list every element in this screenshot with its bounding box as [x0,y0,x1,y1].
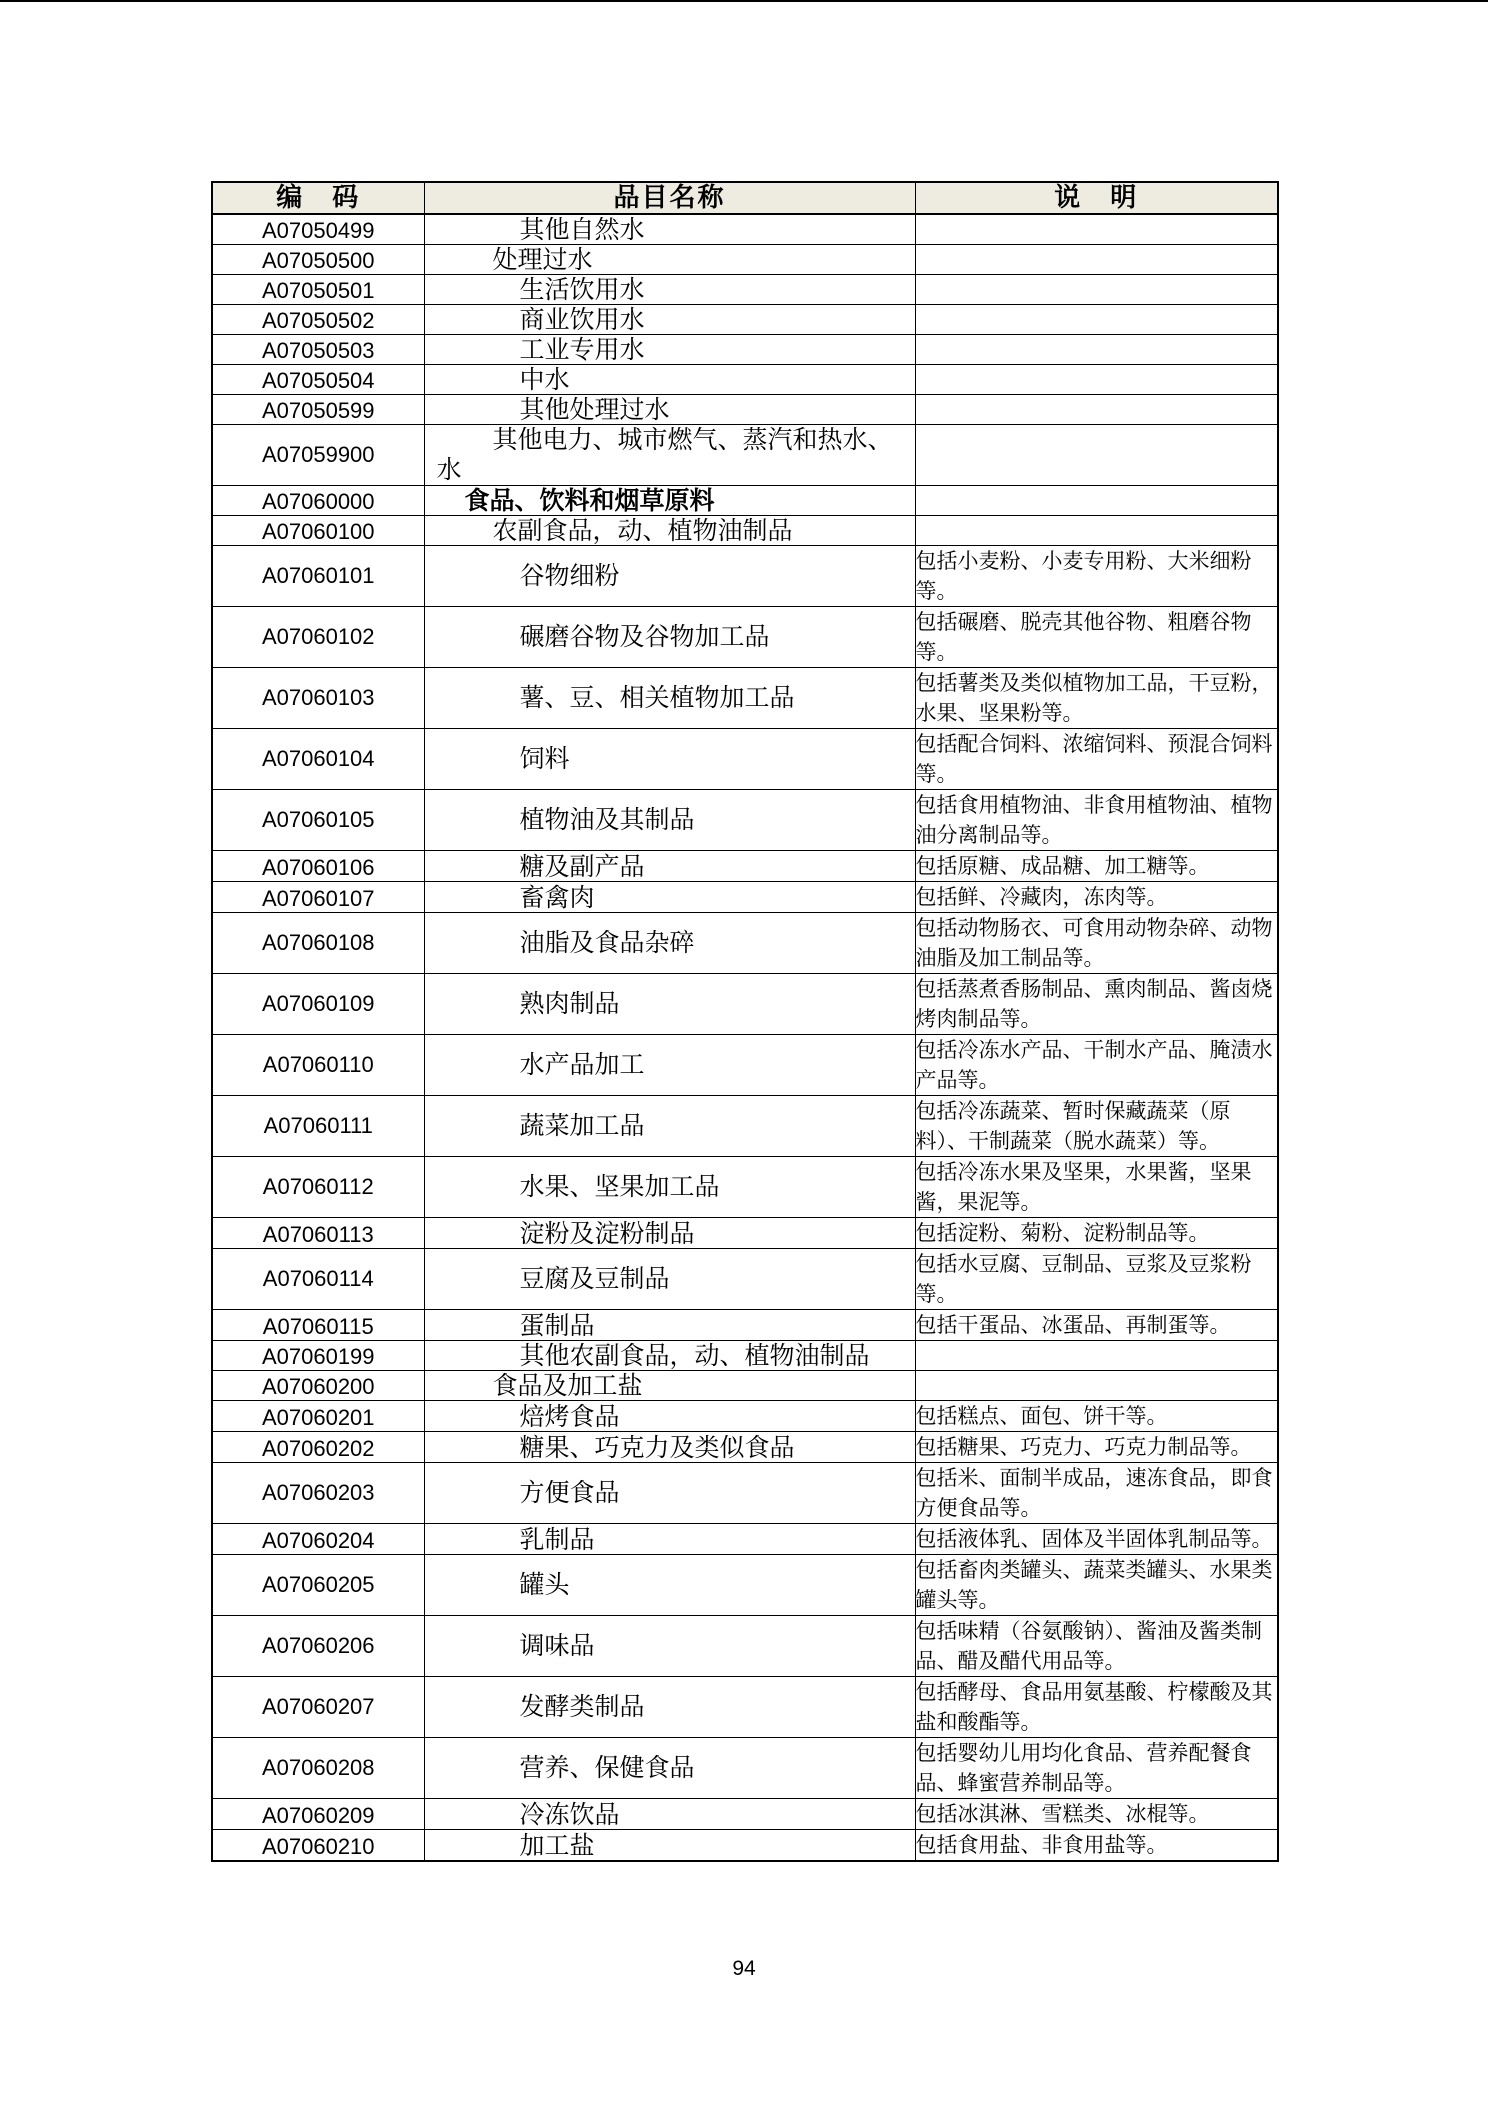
table-row [212,394,1278,424]
item-name: 调味品 [424,1615,915,1676]
item-code: A07060104 [212,728,424,789]
item-name: 熟肉制品 [424,973,915,1034]
table-row [212,1615,1278,1676]
table-row [212,1095,1278,1156]
table-row [212,214,1278,244]
item-code: A07050501 [212,274,424,304]
item-note: 包括碾磨、脱壳其他谷物、粗磨谷物等。 [915,606,1278,667]
item-code: A07060210 [212,1829,424,1861]
item-note: 包括原糖、成品糖、加工糖等。 [915,850,1278,881]
table-row [212,1462,1278,1523]
item-note: 包括冰淇淋、雪糕类、冰棍等。 [915,1798,1278,1829]
item-note: 包括食用盐、非食用盐等。 [915,1829,1278,1861]
item-code: A07060115 [212,1309,424,1340]
table-row [212,850,1278,881]
item-note [915,244,1278,274]
item-code: A07060107 [212,881,424,912]
item-note: 包括畜肉类罐头、蔬菜类罐头、水果类罐头等。 [915,1554,1278,1615]
item-note: 包括食用植物油、非食用植物油、植物油分离制品等。 [915,789,1278,850]
item-name: 方便食品 [424,1462,915,1523]
item-name: 食品、饮料和烟草原料 [424,485,915,515]
item-code: A07060112 [212,1156,424,1217]
item-note: 包括鲜、冷藏肉，冻肉等。 [915,881,1278,912]
item-note: 包括液体乳、固体及半固体乳制品等。 [915,1523,1278,1554]
table-row [212,1829,1278,1861]
item-code: A07060206 [212,1615,424,1676]
item-code: A07050500 [212,244,424,274]
item-name: 水产品加工 [424,1034,915,1095]
item-code: A07060109 [212,973,424,1034]
item-name: 饲料 [424,728,915,789]
table-row [212,515,1278,545]
item-name: 农副食品，动、植物油制品 [424,515,915,545]
item-code: A07050599 [212,394,424,424]
item-note: 包括婴幼儿用均化食品、营养配餐食品、蜂蜜营养制品等。 [915,1737,1278,1798]
table-row [212,545,1278,606]
item-name: 食品及加工盐 [424,1370,915,1400]
item-note [915,515,1278,545]
item-name: 糖及副产品 [424,850,915,881]
page-number: 94 [732,1957,756,1980]
item-code: A07060108 [212,912,424,973]
item-name: 处理过水 [424,244,915,274]
item-name: 碾磨谷物及谷物加工品 [424,606,915,667]
item-code: A07060208 [212,1737,424,1798]
table-row [212,334,1278,364]
item-note: 包括动物肠衣、可食用动物杂碎、动物油脂及加工制品等。 [915,912,1278,973]
table-row [212,274,1278,304]
table-row [212,1034,1278,1095]
item-name: 加工盐 [424,1829,915,1861]
item-name: 谷物细粉 [424,545,915,606]
item-name: 工业专用水 [424,334,915,364]
item-code: A07060114 [212,1248,424,1309]
table-header-row [212,182,1278,214]
item-note: 包括水豆腐、豆制品、豆浆及豆浆粉等。 [915,1248,1278,1309]
item-code: A07060205 [212,1554,424,1615]
table-row [212,424,1278,485]
item-name: 油脂及食品杂碎 [424,912,915,973]
item-name: 焙烤食品 [424,1400,915,1431]
table-row [212,667,1278,728]
table-row [212,1431,1278,1462]
item-code: A07060101 [212,545,424,606]
item-code: A07050503 [212,334,424,364]
item-note: 包括米、面制半成品，速冻食品，即食方便食品等。 [915,1462,1278,1523]
item-name: 营养、保健食品 [424,1737,915,1798]
item-note: 包括冷冻水产品、干制水产品、腌渍水产品等。 [915,1034,1278,1095]
table-row [212,606,1278,667]
item-name: 冷冻饮品 [424,1798,915,1829]
table-row [212,973,1278,1034]
item-note: 包括冷冻水果及坚果，水果酱，坚果酱，果泥等。 [915,1156,1278,1217]
item-code: A07060202 [212,1431,424,1462]
item-code: A07060110 [212,1034,424,1095]
item-name: 中水 [424,364,915,394]
item-name: 淀粉及淀粉制品 [424,1217,915,1248]
item-code: A07060199 [212,1340,424,1370]
item-code: A07060203 [212,1462,424,1523]
item-name: 薯、豆、相关植物加工品 [424,667,915,728]
item-note [915,214,1278,244]
table-row [212,1217,1278,1248]
table-row [212,1554,1278,1615]
item-name: 蛋制品 [424,1309,915,1340]
item-note [915,304,1278,334]
item-name: 豆腐及豆制品 [424,1248,915,1309]
item-name: 其他电力、城市燃气、蒸汽和热水、水 [424,424,915,485]
page-top-border [0,0,1488,2]
item-code: A07060106 [212,850,424,881]
table-row [212,1523,1278,1554]
item-note: 包括薯类及类似植物加工品，干豆粉，水果、坚果粉等。 [915,667,1278,728]
item-note: 包括糕点、面包、饼干等。 [915,1400,1278,1431]
item-name: 蔬菜加工品 [424,1095,915,1156]
item-code: A07060204 [212,1523,424,1554]
table-row [212,1248,1278,1309]
item-code: A07060201 [212,1400,424,1431]
item-code: A07060209 [212,1798,424,1829]
item-code: A07060102 [212,606,424,667]
item-name: 其他处理过水 [424,394,915,424]
item-note: 包括冷冻蔬菜、暂时保藏蔬菜（原料）、干制蔬菜（脱水蔬菜）等。 [915,1095,1278,1156]
table-row [212,1676,1278,1737]
item-code: A07060100 [212,515,424,545]
item-note [915,334,1278,364]
item-note: 包括糖果、巧克力、巧克力制品等。 [915,1431,1278,1462]
table-row [212,304,1278,334]
item-note: 包括配合饲料、浓缩饲料、预混合饲料等。 [915,728,1278,789]
item-name: 畜禽肉 [424,881,915,912]
table-row [212,1370,1278,1400]
table-row [212,1309,1278,1340]
item-name: 其他农副食品，动、植物油制品 [424,1340,915,1370]
item-note [915,424,1278,485]
header-note: 说 明 [915,182,1278,214]
item-note: 包括淀粉、菊粉、淀粉制品等。 [915,1217,1278,1248]
table-row [212,789,1278,850]
item-code: A07060207 [212,1676,424,1737]
table-row [212,881,1278,912]
item-name: 水果、坚果加工品 [424,1156,915,1217]
item-code: A07050502 [212,304,424,334]
item-note: 包括蒸煮香肠制品、熏肉制品、酱卤烧烤肉制品等。 [915,973,1278,1034]
table-row [212,244,1278,274]
item-code: A07060200 [212,1370,424,1400]
item-name: 其他自然水 [424,214,915,244]
item-name: 生活饮用水 [424,274,915,304]
item-code: A07060105 [212,789,424,850]
table-row [212,1340,1278,1370]
item-note [915,364,1278,394]
header-code: 编 码 [212,182,424,214]
catalog-table [211,181,1279,1862]
table-row [212,1798,1278,1829]
item-note [915,394,1278,424]
item-name: 发酵类制品 [424,1676,915,1737]
header-name: 品目名称 [424,182,915,214]
table-row [212,1156,1278,1217]
item-note [915,1370,1278,1400]
table-row [212,1400,1278,1431]
item-note: 包括酵母、食品用氨基酸、柠檬酸及其盐和酸酯等。 [915,1676,1278,1737]
item-code: A07060103 [212,667,424,728]
item-note [915,274,1278,304]
item-code: A07060000 [212,485,424,515]
item-name: 糖果、巧克力及类似食品 [424,1431,915,1462]
item-name: 罐头 [424,1554,915,1615]
item-code: A07060111 [212,1095,424,1156]
table-row [212,485,1278,515]
item-note: 包括味精（谷氨酸钠）、酱油及酱类制品、醋及醋代用品等。 [915,1615,1278,1676]
table-row [212,1737,1278,1798]
item-code: A07059900 [212,424,424,485]
item-note [915,485,1278,515]
item-name: 植物油及其制品 [424,789,915,850]
item-code: A07050499 [212,214,424,244]
table-row [212,364,1278,394]
item-name: 乳制品 [424,1523,915,1554]
table-row [212,912,1278,973]
item-code: A07060113 [212,1217,424,1248]
item-note: 包括小麦粉、小麦专用粉、大米细粉等。 [915,545,1278,606]
item-code: A07050504 [212,364,424,394]
item-note: 包括干蛋品、冰蛋品、再制蛋等。 [915,1309,1278,1340]
item-name: 商业饮用水 [424,304,915,334]
table-row [212,728,1278,789]
item-note [915,1340,1278,1370]
